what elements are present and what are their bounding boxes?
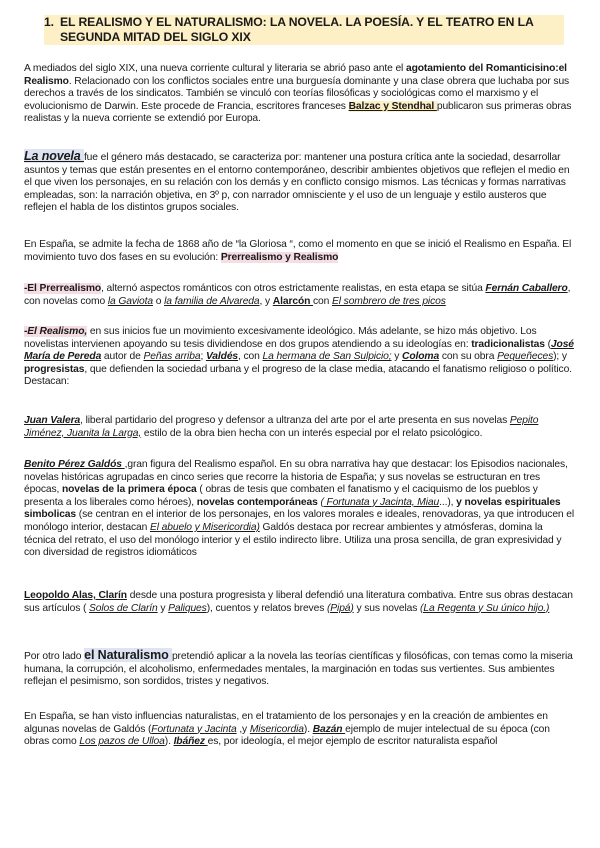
text: ( obras de tesis que combaten el fanatismo y el caciquismo de los pueblos y presenta a los liberales como héroes), — [24, 484, 538, 508]
paragraph-naturalismo-espana — [24, 711, 576, 749]
work-title: Fortunata y Jacinta — [151, 723, 237, 735]
text: con — [313, 295, 333, 307]
text: , con novelas como — [24, 283, 571, 307]
text: o — [153, 295, 165, 307]
text: y sus novelas — [353, 602, 421, 614]
text: , con — [238, 351, 263, 363]
paragraph-espana — [24, 239, 576, 264]
bold-underlined-text: Balzac y Stendhal — [348, 100, 437, 112]
text: en sus inicios fue un movimiento excesivamente ideológico. Más adelante, se hizo más objetivo. Los novelistas intervienen apoyando su tesis dividiendose en dos grupos atendiendo a su ideologías en: — [24, 326, 537, 350]
text: En España, se han visto influencias naturalistas, en el tratamiento de los personajes y en la creación de ambientes en algunas novelas de Galdós ( — [24, 711, 548, 735]
bold-text: Fernán Caballero — [485, 283, 568, 294]
bold-text: novelas de la primera época — [61, 484, 197, 496]
paragraph-realismo — [24, 326, 576, 389]
bold-text: novelas contemporáneas — [196, 496, 318, 508]
work-title: Los pazos de Ulloa — [79, 736, 165, 748]
paragraph-clarin — [24, 590, 576, 615]
text: (se centran en el interior de los personajes, en los valores morales e ideales, renovadoras, ya que introducen el monólogo interior, destacan — [24, 509, 575, 533]
paragraph-novela — [24, 150, 576, 215]
bold-text: y novelas espirituales simbolicas — [24, 496, 561, 521]
work-title: La hermana de San Sulpicio; — [262, 351, 392, 363]
text: desde una postura progresista y liberal defendió una literatura combativa. Entre sus obras destacan sus artículos ( — [24, 590, 573, 614]
work-title: Pequeñeces — [497, 351, 554, 363]
text: , alternó aspectos románticos con otros estrictamente realistas, en esta etapa se sitúa — [101, 283, 486, 294]
text: fue el género más destacado, se caracteriza por: mantener una postura crítica ante la sociedad, desarrollar asuntos y temas que están presentes en el entorno contemporáneo, describir ambientes objetivos que reflejen el medio en el que viven los personajes, en su relación con los demás y en conflicto consigo mismos. Las técnicas y formas narrativas empleadas, son: la narración objetiva, en 3º p, con narrador omnisciente y el uso de un lenguaje y estilo austeros que reflejen el habla de los distintos grupos sociales. — [24, 152, 570, 214]
text: A mediados del siglo XIX, una nueva corriente cultural y literaria se abrió paso ante el — [24, 63, 406, 74]
text: , que defienden la sociedad urbana y el progreso de la clase media, atacando el fanatismo religioso o político. Destacan: — [24, 363, 572, 388]
text: ), cuentos y relatos breves — [206, 602, 327, 614]
work-title: El sombrero de tres picos — [332, 295, 446, 307]
heading-la-novela: La novela — [24, 149, 84, 163]
text: ejemplo de mujer intelectual de su época (con obras como — [24, 723, 550, 748]
text: ( — [544, 338, 551, 350]
work-title: la familia de Alvareda — [164, 295, 260, 307]
text: Galdós destaca por recrear ambientes y atmósferas, domina la técnica del retrato, el uso del monólogo interior y el estilo indirecto libre. Utiliza una prosa sencilla, de gran expresividad y con diversidad de registros idiomáticos — [24, 521, 562, 559]
text: ). — [303, 723, 313, 735]
work-title: Solos de Clarín — [89, 602, 158, 614]
work-title: Pepito Jiménez, Juanita la Larga, — [24, 415, 539, 439]
bold-text: Benito Pérez Galdós — [24, 459, 125, 470]
work-title: (Pipá) — [326, 602, 354, 614]
bold-text: Leopoldo Alas, Clarín — [24, 590, 127, 601]
bold-text: Coloma — [402, 351, 440, 363]
text: ); y — [553, 351, 567, 363]
bold-text: Juan Valera — [24, 415, 81, 426]
work-title: ( Fortunata y Jacinta, Miau — [320, 496, 440, 508]
text: y — [391, 351, 403, 363]
text: , y — [259, 295, 273, 307]
bold-text: progresistas — [24, 363, 85, 375]
paragraph-intro — [24, 63, 576, 126]
work-title: Paliques — [168, 602, 207, 614]
text: ,gran figura del Realismo español. En su obra narrativa hay que destacar: los Episodios nacionales, novelas históricas agrupadas en cinco series que recorre la historia de España; y sus novelas se estructuran en tres épocas, — [24, 459, 568, 496]
text: . Relacionado con los conflictos sociales entre una burguesía dominante y una clase obrera que luchaba por sus derechos a través de los sindicatos. También se vinculó con teorías filosóficas y sociológicas como el marxismo y el evolucionismo de Darwin. Este procede de Francia, escritores franceses — [24, 75, 570, 112]
bold-text: Prerrealismo y Realismo — [220, 251, 339, 263]
text: pretendió aplicar a la novela las teorías científicas y filosóficas, con temas como la miseria humana, la corrupción, el alcoholismo, enfermedades mentales, la marginación en todas sus vertientes. Sus ambientes reflejan el pesimismo, son sordidos, tristes y negativos. — [24, 651, 573, 688]
text: es, por ideología, el mejor ejemplo de escritor naturalista español — [207, 736, 498, 748]
bold-text: agotamiento del Romanticisino:el Realismo — [24, 63, 567, 87]
work-title: Peñas arriba — [143, 351, 201, 363]
bold-text: Bazán — [312, 723, 346, 735]
bold-text: José María de Pereda — [24, 338, 574, 363]
work-title: El abuelo y Misericordia) — [150, 521, 260, 533]
text: con su obra — [439, 351, 498, 363]
bold-text: -El Realismo, — [24, 326, 88, 337]
bold-text: Alarcón — [272, 295, 314, 307]
bold-text: Valdés — [205, 351, 239, 363]
section-title-text: EL REALISMO Y EL NATURALISMO: LA NOVELA. LA POESÍA. Y EL TEATRO EN LA SEGUNDA MITAD DEL SIGLO XIX — [44, 15, 564, 45]
text: estilo de la obra bien hecha con un interés especial por el relato psicológico. — [141, 427, 483, 439]
section-number: 1. — [44, 15, 54, 29]
section-title — [44, 15, 564, 45]
text: ; — [200, 351, 206, 363]
text: publicaron sus primeras obras realistas y la nueva corriente se extendió por Europa. — [24, 100, 572, 125]
paragraph-valera — [24, 415, 576, 440]
text: ...), — [439, 496, 457, 508]
paragraph-galdos — [24, 459, 576, 560]
work-title: (La Regenta y Su único hijo.) — [420, 602, 550, 614]
text: ,y — [236, 723, 250, 735]
text: autor de — [101, 351, 144, 363]
bold-text: Ibáñez — [173, 736, 208, 748]
heading-naturalismo: el Naturalismo — [84, 648, 172, 662]
bold-text: tradicionalistas — [471, 338, 545, 350]
text: En España, se admite la fecha de 1868 año de “la Gloriosa “, como el momento en que se inició el Realismo en España. El movimiento tuvo dos fases en su evolución: — [24, 239, 572, 263]
text: ). — [164, 736, 174, 748]
text: Por otro lado — [24, 651, 85, 662]
text: , liberal partidario del progreso y defensor a ultranza del arte por el arte presenta en sus novelas — [80, 415, 510, 426]
text: y — [157, 602, 169, 614]
bold-text: -El Prerrealismo — [24, 283, 102, 294]
work-title: la Gaviota — [107, 295, 153, 307]
paragraph-prerrealismo — [24, 283, 576, 308]
paragraph-naturalismo — [24, 649, 576, 689]
work-title: Misericordia — [249, 723, 304, 735]
